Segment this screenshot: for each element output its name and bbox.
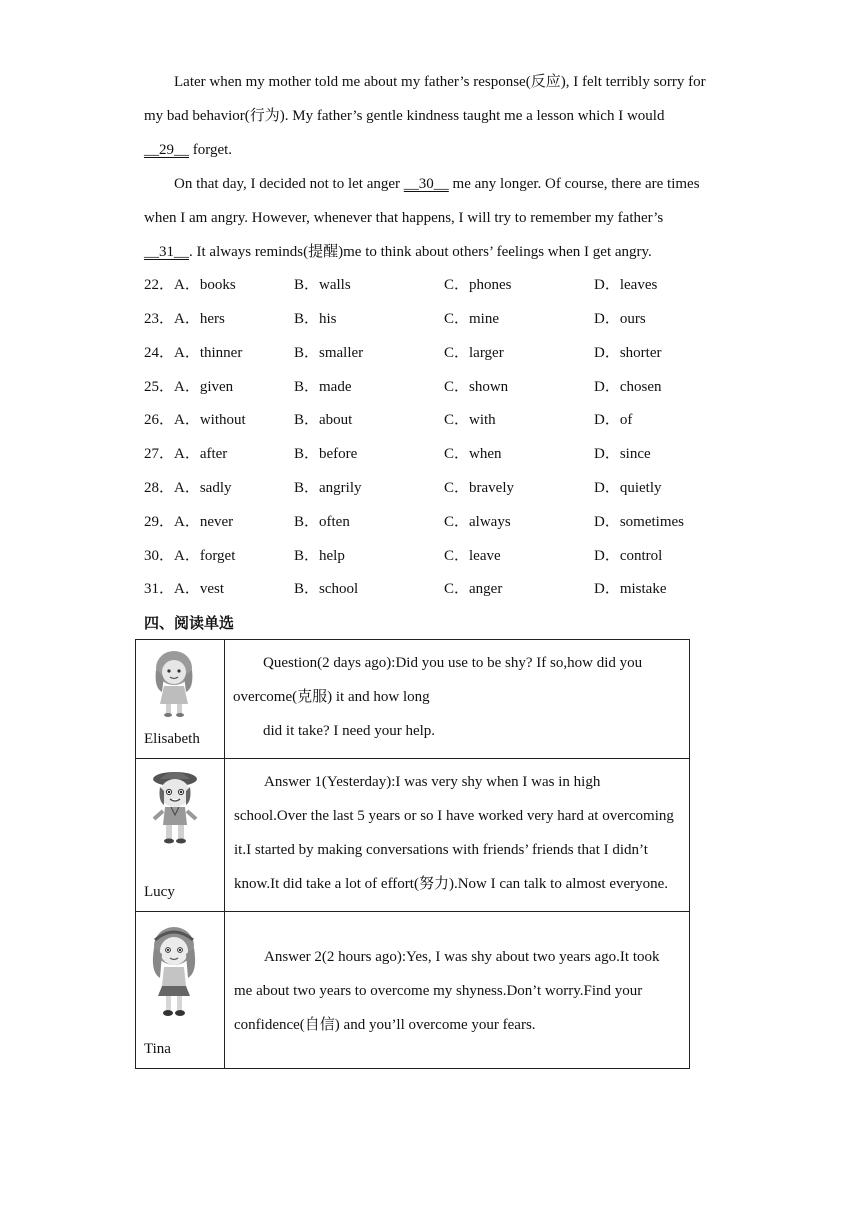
option-c: C．leave <box>444 548 501 564</box>
option-d: D．shorter <box>594 345 662 361</box>
option-b: B．walls <box>294 277 351 293</box>
option-d: D．control <box>594 548 663 564</box>
user-name: Tina <box>144 1041 171 1057</box>
option-d: D．mistake <box>594 581 667 597</box>
option-c: C．anger <box>444 581 503 597</box>
forum-row-answer-1 <box>136 759 690 912</box>
option-d: D．of <box>594 412 633 428</box>
option-d: D．leaves <box>594 277 658 293</box>
option-d: D．since <box>594 446 651 462</box>
message-line: overcome(克服) it and how long <box>233 689 430 705</box>
question-row-30 <box>144 539 724 573</box>
blank-31: __31__ <box>144 244 189 260</box>
option-b: B．angrily <box>294 480 362 496</box>
message-line: Question(2 days ago):Did you use to be shy? If so,how did you <box>263 655 643 671</box>
passage-line: my bad behavior(行为). My father’s gentle kindness taught me a lesson which I would <box>144 108 665 124</box>
passage-line: when I am angry. However, whenever that happens, I will try to remember my father’s <box>144 210 664 226</box>
option-c: C．always <box>444 514 511 530</box>
girl-with-hat-cartoon-icon <box>144 765 206 849</box>
message-line: confidence(自信) and you’ll overcome your fears. <box>234 1017 536 1033</box>
option-c: C．phones <box>444 277 512 293</box>
question-row-22 <box>144 268 724 302</box>
forum-table <box>135 639 690 1069</box>
option-c: C．with <box>444 412 496 428</box>
passage-line: Later when my mother told me about my father’s response(反应), I felt terribly sorry for <box>174 74 706 90</box>
option-a: A．without <box>174 412 246 428</box>
forum-row-question <box>136 640 690 759</box>
option-a: A．after <box>174 446 228 462</box>
option-d: D．chosen <box>594 379 662 395</box>
option-a: A．hers <box>174 311 225 327</box>
avatar <box>144 922 204 1022</box>
passage-text: On that day, I decided not to let anger <box>174 176 404 192</box>
message-line: Answer 1(Yesterday):I was very shy when I was in high <box>264 774 601 790</box>
option-c: C．when <box>444 446 502 462</box>
passage-text: me any longer. Of course, there are times <box>448 176 700 192</box>
user-cell <box>136 640 225 759</box>
option-b: B．about <box>294 412 353 428</box>
option-a: A．books <box>174 277 236 293</box>
option-b: B．made <box>294 379 352 395</box>
message-cell <box>225 912 690 1069</box>
girl-cartoon-icon <box>144 646 204 718</box>
question-number: 23． <box>144 311 175 327</box>
question-number: 26． <box>144 412 175 428</box>
option-a: A．thinner <box>174 345 243 361</box>
forum-row-answer-2 <box>136 912 690 1069</box>
message-line: Answer 2(2 hours ago):Yes, I was shy about two years ago.It took <box>264 949 660 965</box>
option-a: A．forget <box>174 548 236 564</box>
question-row-28 <box>144 471 724 505</box>
passage-paragraph-2 <box>144 167 724 269</box>
question-row-23 <box>144 302 724 336</box>
question-number: 28． <box>144 480 175 496</box>
section-title: 四、阅读单选 <box>144 614 235 632</box>
option-c: C．larger <box>444 345 504 361</box>
passage-text: . It always reminds(提醒)me to think about others’ feelings when I get angry. <box>189 244 652 260</box>
question-row-31 <box>144 572 724 606</box>
option-a: A．sadly <box>174 480 232 496</box>
question-row-27 <box>144 437 724 471</box>
blank-29: __29__ <box>144 142 189 158</box>
message-line: know.It did take a lot of effort(努力).Now I can talk to almost everyone. <box>234 876 669 892</box>
passage-line <box>144 235 724 269</box>
passage-line <box>144 133 724 167</box>
user-cell <box>136 759 225 912</box>
option-d: D．quietly <box>594 480 662 496</box>
question-number: 29． <box>144 514 175 530</box>
passage-paragraph-1 <box>144 65 724 167</box>
user-name: Elisabeth <box>144 731 200 747</box>
user-cell <box>136 912 225 1069</box>
option-b: B．help <box>294 548 345 564</box>
message-line: did it take? I need your help. <box>263 723 436 739</box>
passage-text: forget. <box>189 142 233 158</box>
question-number: 27． <box>144 446 175 462</box>
option-b: B．before <box>294 446 358 462</box>
question-row-29 <box>144 505 724 539</box>
option-a: A．vest <box>174 581 224 597</box>
message-cell <box>225 640 690 759</box>
option-d: D．ours <box>594 311 646 327</box>
question-row-24 <box>144 336 724 370</box>
question-number: 22． <box>144 277 175 293</box>
option-b: B．school <box>294 581 359 597</box>
message-cell <box>225 759 690 912</box>
passage-line <box>144 167 724 201</box>
message-line: it.I started by making conversations with friends’ friends that I didn’t <box>234 842 648 858</box>
message-line: me about two years to overcome my shyness.Don’t worry.Find your <box>234 983 643 999</box>
question-row-25 <box>144 370 724 404</box>
message-line: school.Over the last 5 years or so I have worked very hard at overcoming <box>234 808 674 824</box>
user-name: Lucy <box>144 884 175 900</box>
question-row-26 <box>144 403 724 437</box>
option-b: B．often <box>294 514 350 530</box>
question-number: 25． <box>144 379 175 395</box>
question-number: 30． <box>144 548 175 564</box>
option-b: B．smaller <box>294 345 364 361</box>
girl-with-headband-cartoon-icon <box>144 922 204 1022</box>
blank-30: __30__ <box>403 176 449 192</box>
avatar <box>144 646 204 718</box>
option-d: D．sometimes <box>594 514 684 530</box>
option-a: A．given <box>174 379 234 395</box>
avatar <box>144 765 206 849</box>
question-number: 31． <box>144 581 175 597</box>
question-number: 24． <box>144 345 175 361</box>
option-a: A．never <box>174 514 234 530</box>
option-c: C．bravely <box>444 480 514 496</box>
option-c: C．mine <box>444 311 499 327</box>
option-b: B．his <box>294 311 337 327</box>
option-c: C．shown <box>444 379 509 395</box>
